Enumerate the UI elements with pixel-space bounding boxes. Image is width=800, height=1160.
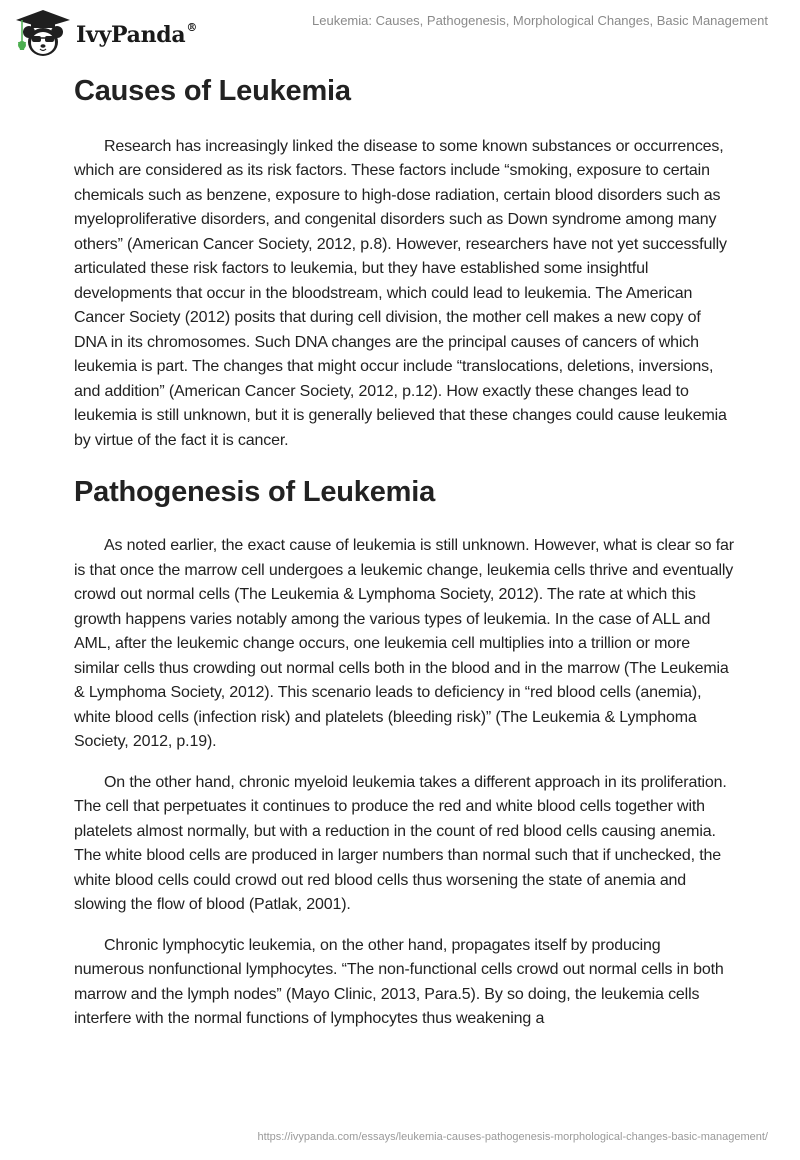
section-heading-pathogenesis: Pathogenesis of Leukemia xyxy=(74,476,436,509)
ivypanda-logo[interactable] xyxy=(14,8,197,60)
footer-url-link[interactable]: https://ivypanda.com/essays/leukemia-causes-pathogenesis-morphological-changes-basic-management/ xyxy=(257,1131,768,1143)
paragraph-pathogenesis-1: As noted earlier, the exact cause of leukemia is still unknown. However, what is clear so far is that once the marrow cell undergoes a leukemic change, leukemia cells thrive and eventually crowd out normal cells (The Leukemia & Lymphoma Society, 2012). The rate at which this growth happens varies notably among the various types of leukemia. In the case of ALL and AML, after the leukemic change occurs, one leukemia cell multiplies into a trillion or more similar cells thus crowding out normal cells both in the blood and in the marrow (The Leukemia & Lymphoma Society, 2012). This scenario leads to deficiency in “red blood cells (anemia), white blood cells (infection risk) and platelets (bleeding risk)” (The Leukemia & Lymphoma Society, 2012, p.19). xyxy=(74,537,734,751)
essay-content xyxy=(74,70,734,1048)
paragraph-pathogenesis-2: On the other hand, chronic myeloid leukemia takes a different approach in its proliferation. The cell that perpetuates it continues to produce the red and white blood cells together with platelets almost normally, but with a reduction in the count of red blood cells causing anemia. The white blood cells are produced in larger numbers than normal such that if unchecked, the white blood cells could crowd out red blood cells thus worsening the state of anemia and slowing the flow of blood (Patlak, 2001). xyxy=(74,773,727,914)
logo-text: IvyPanda® xyxy=(76,20,198,48)
section-heading-causes: Causes of Leukemia xyxy=(74,75,351,107)
paragraph-causes-1: Research has increasingly linked the disease to some known substances or occurrences, which are considered as its risk factors. These factors include “smoking, exposure to certain chemicals such as benzene, exposure to high-dose radiation, certain blood disorders such as myeloproliferative disorders, and congenital disorders such as Down syndrome among many others” (American Cancer Society, 2012, p.8). However, researchers have not yet successfully articulated these risk factors to leukemia, but they have established some insightful developments that occur in the bloodstream, which could lead to leukemia. The American Cancer Society (2012) posits that during cell division, the mother cell makes a new copy of DNA in its chromosomes. Such DNA changes are the principal causes of cancers of which leukemia is part. The changes that might occur include “translocations, deletions, inversions, and addition” (American Cancer Society, 2012, p.12). How exactly these changes lead to leukemia is still unknown, but it is generally believed that these changes could cause leukemia by virtue of the fact it is cancer. xyxy=(74,137,727,449)
paragraph-pathogenesis-3: Chronic lymphocytic leukemia, on the other hand, propagates itself by producing numerous nonfunctional lymphocytes. “The non-functional cells crowd out normal cells in both marrow and the lymph nodes” (Mayo Clinic, 2013, Para.5). By so doing, the leukemia cells interfere with the normal functions of lymphocytes thus weakening a xyxy=(74,936,724,1028)
page-header xyxy=(0,0,800,64)
panda-graduate-icon xyxy=(14,8,72,60)
document-title: Leukemia: Causes, Pathogenesis, Morphological Changes, Basic Management xyxy=(312,13,768,28)
